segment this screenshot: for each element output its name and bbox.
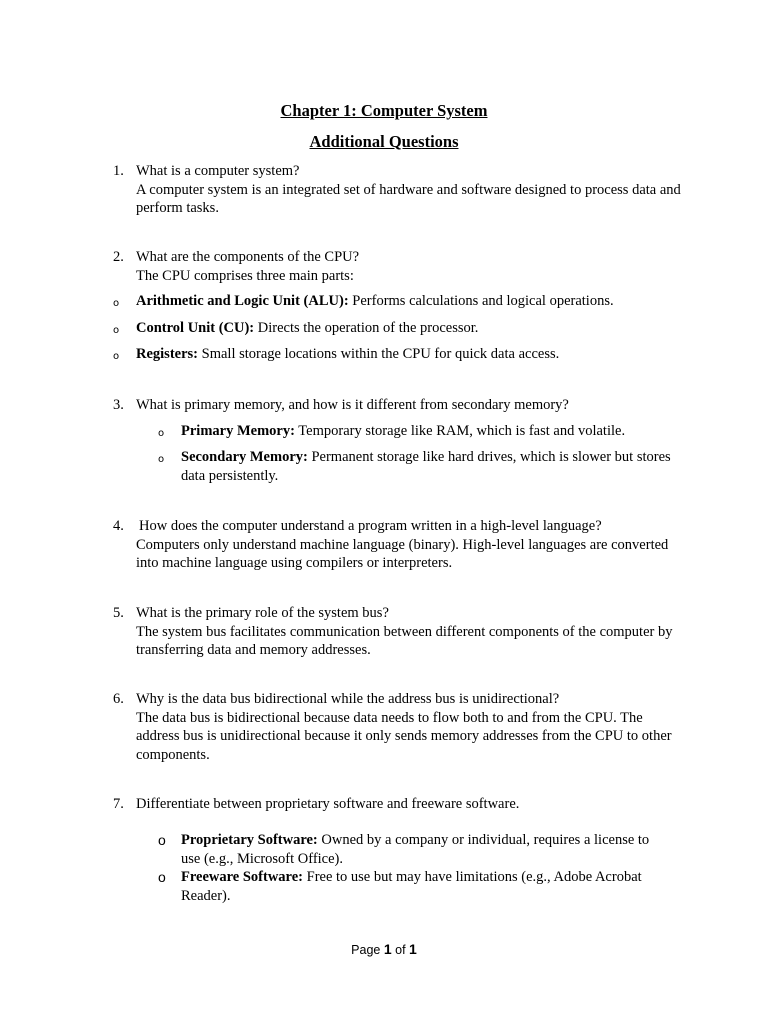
bullet-text: Performs calculations and logical operations. xyxy=(348,293,614,309)
question-text: What is a computer system? xyxy=(136,163,300,179)
bullet-text: Free to use but may have limitations (e.g., Adobe Acrobat Reader). xyxy=(181,869,642,904)
question-number: 4. xyxy=(113,518,124,534)
page-footer xyxy=(0,941,768,957)
question-number: 1. xyxy=(113,163,124,179)
bullet-marker: o xyxy=(158,428,165,439)
bullet-term: Secondary Memory: xyxy=(181,449,308,465)
question-text-block xyxy=(136,690,686,764)
question-text-block xyxy=(136,162,686,218)
answer-text: Computers only understand machine language (binary). High-level languages are converted into machine language using compilers or interpreters. xyxy=(136,536,669,571)
question-text: What is the primary role of the system bus? xyxy=(136,605,389,621)
page-subtitle: Additional Questions xyxy=(309,132,459,151)
bullet-marker: o xyxy=(158,454,165,465)
question-number: 2. xyxy=(113,249,124,265)
bullet-term: Registers: xyxy=(136,346,199,362)
answer-text: The system bus facilitates communication between different components of the computer by transferring data and memory addresses. xyxy=(136,623,673,658)
question-text: What are the components of the CPU? xyxy=(136,249,360,265)
bullet-term: Freeware Software: xyxy=(181,869,303,885)
question-text: Differentiate between proprietary software and freeware software. xyxy=(136,796,520,812)
bullet-term: Primary Memory: xyxy=(181,423,295,439)
question-number: 6. xyxy=(113,691,124,707)
bullet-term: Proprietary Software: xyxy=(181,832,318,848)
bullet-text: Small storage locations within the CPU for quick data access. xyxy=(198,346,560,362)
bullet-term: Arithmetic and Logic Unit (ALU): xyxy=(136,293,349,309)
page-number: 1 xyxy=(383,941,392,957)
question-text-block xyxy=(136,517,686,573)
page-label: Page xyxy=(351,943,381,957)
bullet-marker: o xyxy=(158,832,166,848)
question-text: How does the computer understand a program written in a high-level language? xyxy=(139,518,602,534)
bullet-text: Permanent storage like hard drives, which is slower but stores data persistently. xyxy=(181,449,671,484)
question-text: Why is the data bus bidirectional while the address bus is unidirectional? xyxy=(136,691,560,707)
question-text-block xyxy=(136,248,686,285)
bullet-term: Control Unit (CU): xyxy=(136,320,255,336)
bullet-marker: o xyxy=(113,298,120,309)
answer-text: The data bus is bidirectional because data needs to flow both to and from the CPU. The address bus is unidirectional because it only sends memory addresses from the CPU to other components. xyxy=(136,709,672,763)
question-number: 7. xyxy=(113,796,124,812)
bullet-marker: o xyxy=(113,325,120,336)
bullet-text: Owned by a company or individual, requires a license to use (e.g., Microsoft Office). xyxy=(181,832,650,867)
answer-text: A computer system is an integrated set of hardware and software designed to process data and perform tasks. xyxy=(136,181,681,216)
question-text: What is primary memory, and how is it different from secondary memory? xyxy=(136,397,569,413)
page-title: Chapter 1: Computer System xyxy=(280,101,488,120)
total-pages: 1 xyxy=(409,941,417,957)
bullet-marker: o xyxy=(113,351,120,362)
question-text-block xyxy=(136,604,686,660)
bullet-text: Temporary storage like RAM, which is fast and volatile. xyxy=(294,423,626,439)
answer-text: The CPU comprises three main parts: xyxy=(136,267,354,284)
bullet-text: Directs the operation of the processor. xyxy=(254,320,479,336)
bullet-marker: o xyxy=(158,869,166,885)
question-number: 5. xyxy=(113,605,124,621)
question-number: 3. xyxy=(113,397,124,413)
of-label: of xyxy=(395,943,406,957)
